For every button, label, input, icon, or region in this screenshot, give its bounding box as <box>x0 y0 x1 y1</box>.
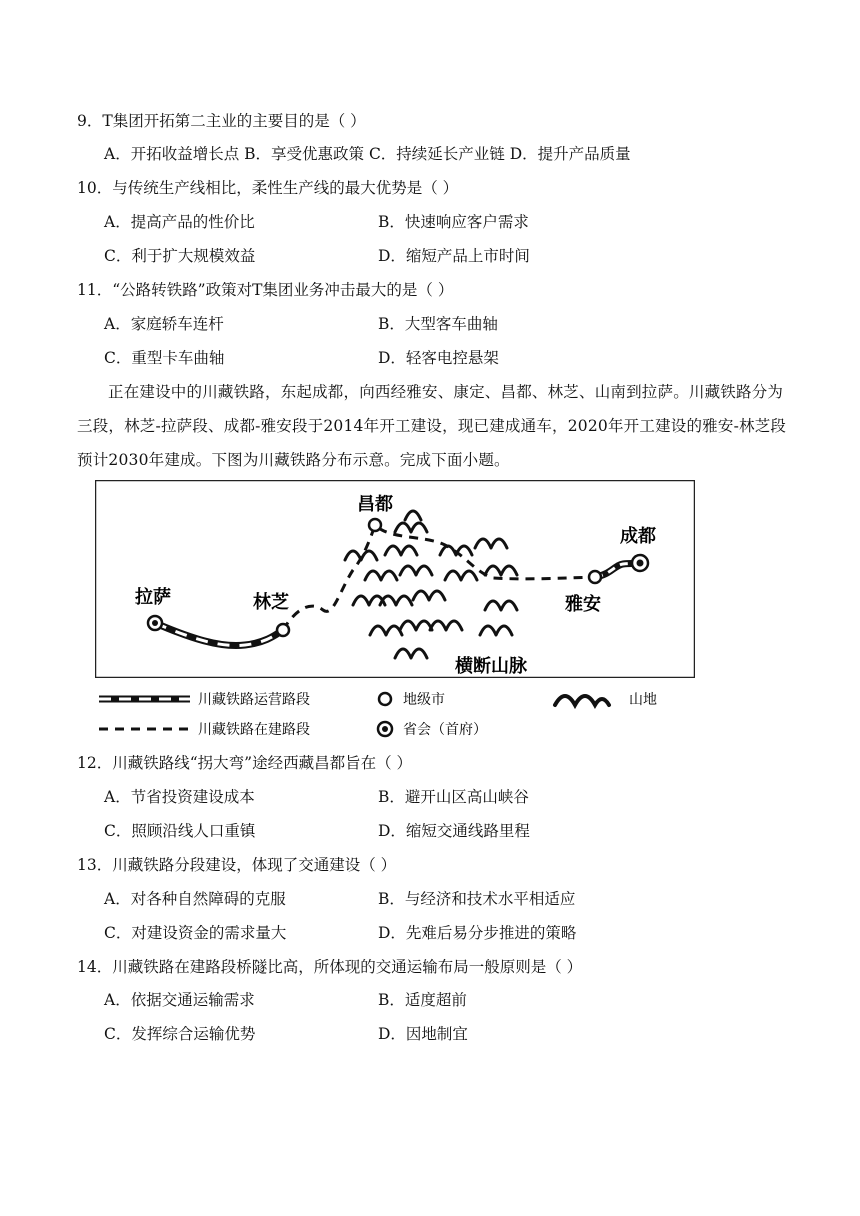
question-11-option-b: B．大型客车曲轴 <box>378 315 498 333</box>
question-9-options: A．开拓收益增长点 B．享受优惠政策 C．持续延长产业链 D．提升产品质量 <box>104 145 631 163</box>
question-13-option-c: C．对建设资金的需求量大 <box>104 924 287 942</box>
legend-operating-label: 川藏铁路运营路段 <box>198 692 310 708</box>
question-9-stem: 9．T集团开拓第二主业的主要目的是（ ） <box>77 112 366 130</box>
passage-text: 正在建设中的川藏铁路，东起成都，向西经雅安、康定、昌都、林芝、山南到拉萨。川藏铁路分为三段，林芝-拉萨段、成都-雅安段于2014年开工建设，现已建成通车，2020年开工建设的雅安-林芝段预计2030年建成。下图为川藏铁路分布示意。完成下面小题。 <box>77 383 787 469</box>
question-10-stem: 10．与传统生产线相比，柔性生产线的最大优势是（ ） <box>77 179 459 197</box>
legend-city-swatch <box>379 693 391 705</box>
question-10-option-b: B．快速响应客户需求 <box>378 213 529 231</box>
question-13-option-d: D．先难后易分步推进的策略 <box>378 924 577 942</box>
question-12-option-b: B．避开山区高山峡谷 <box>378 788 529 806</box>
question-11-option-d: D．轻客电控悬架 <box>378 349 499 367</box>
chengdu-label: 成都 <box>620 526 656 547</box>
legend-city-label: 地级市 <box>403 692 445 708</box>
question-10-option-a: A．提高产品的性价比 <box>104 213 255 231</box>
yaan-label: 雅安 <box>565 594 601 615</box>
nyingchi-city-marker <box>277 624 289 636</box>
chengdu-capital-dot <box>637 560 644 567</box>
sichuan-tibet-railway-map <box>95 480 695 678</box>
question-13-option-a: A．对各种自然障碍的克服 <box>104 890 286 908</box>
question-14-option-b: B．适度超前 <box>378 991 467 1009</box>
question-12-stem: 12．川藏铁路线“拐大弯”途经西藏昌都旨在（ ） <box>77 754 412 772</box>
lhasa-capital-dot <box>152 620 158 626</box>
legend-mountain-swatch <box>555 696 609 705</box>
question-11-option-c: C．重型卡车曲轴 <box>104 349 225 367</box>
qamdo-label: 昌都 <box>357 494 393 515</box>
question-13-option-b: B．与经济和技术水平相适应 <box>378 890 576 908</box>
question-14-option-d: D．因地制宜 <box>378 1025 468 1043</box>
question-10-option-c: C．利于扩大规模效益 <box>104 247 256 265</box>
question-14-option-c: C．发挥综合运输优势 <box>104 1025 256 1043</box>
lhasa-label: 拉萨 <box>135 587 171 608</box>
question-13-stem: 13．川藏铁路分段建设，体现了交通建设（ ） <box>77 856 397 874</box>
question-14-stem: 14．川藏铁路在建路段桥隧比高，所体现的交通运输布局一般原则是（ ） <box>77 958 583 976</box>
legend-under-construction-label: 川藏铁路在建路段 <box>198 722 310 738</box>
question-14-option-a: A．依据交通运输需求 <box>104 991 255 1009</box>
question-12-option-a: A．节省投资建设成本 <box>104 788 255 806</box>
legend-mountain-label: 山地 <box>629 692 657 708</box>
qamdo-city-marker <box>369 519 381 531</box>
legend-capital-label: 省会（首府） <box>403 722 487 738</box>
question-10-option-d: D．缩短产品上市时间 <box>378 247 530 265</box>
question-12-option-d: D．缩短交通线路里程 <box>378 822 530 840</box>
question-11-stem: 11．“公路转铁路”政策对T集团业务冲击最大的是（ ） <box>77 281 454 299</box>
map-legend <box>95 685 715 745</box>
yaan-city-marker <box>589 571 601 583</box>
legend-capital-dot <box>382 726 388 732</box>
hengduan-mountains-label: 横断山脉 <box>455 656 527 677</box>
question-12-option-c: C．照顾沿线人口重镇 <box>104 822 256 840</box>
nyingchi-label: 林芝 <box>253 592 289 613</box>
question-11-option-a: A．家庭轿车连杆 <box>104 315 224 333</box>
